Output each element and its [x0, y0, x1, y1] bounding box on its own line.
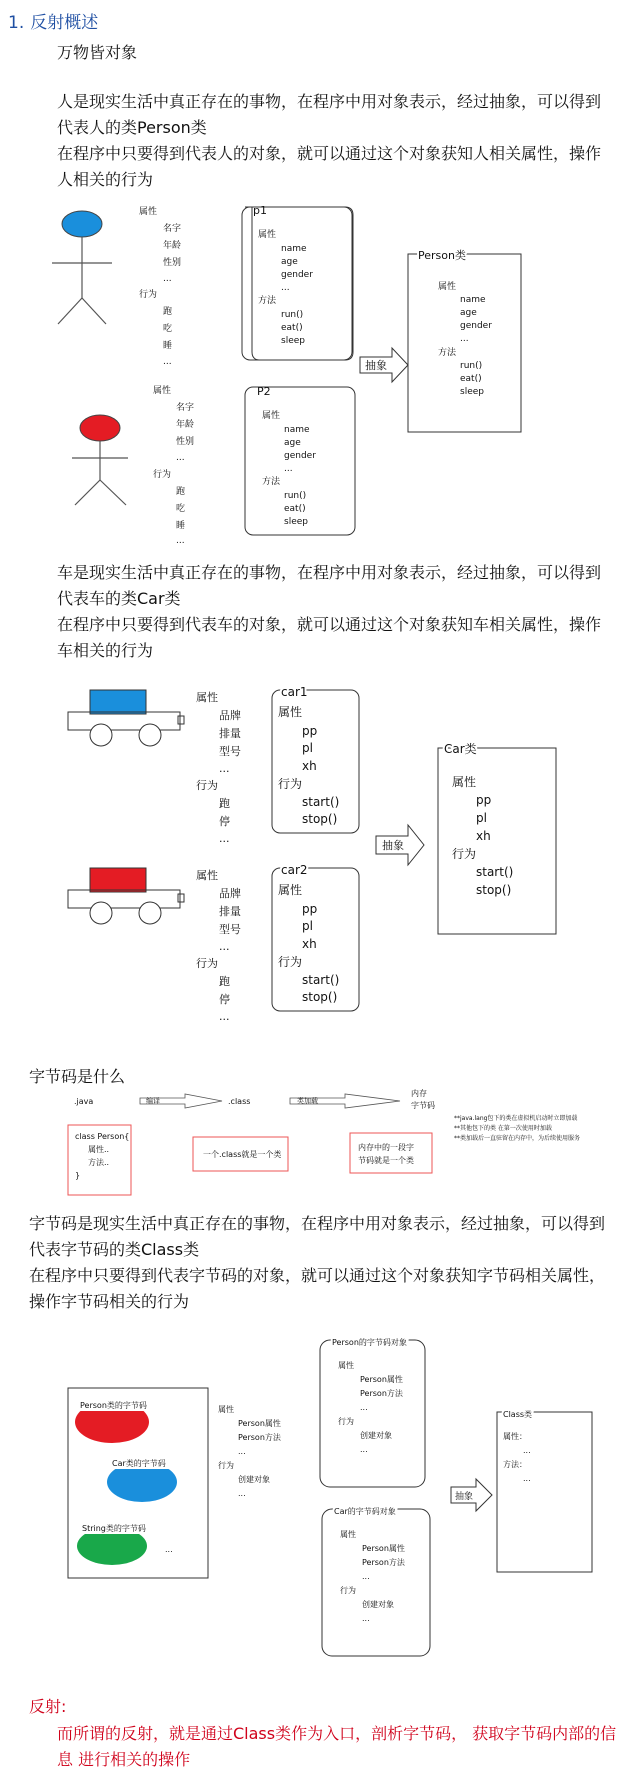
- car2-line: start(): [302, 973, 340, 987]
- p1-line: age: [281, 257, 298, 267]
- cobj-line: 属性: [340, 1530, 356, 1539]
- clabel: 属性: [196, 869, 218, 882]
- person-obj-title: Person的字节码对象: [332, 1338, 407, 1347]
- pobj-line: Person方法: [360, 1389, 403, 1398]
- car2-line: xh: [302, 937, 317, 951]
- plabel: 行为: [153, 470, 172, 480]
- person-line: 代表人的类Person类: [57, 118, 207, 137]
- cobj-line: ...: [362, 1614, 370, 1623]
- cobj-line: Person属性: [362, 1544, 405, 1553]
- code-line: 属性..: [88, 1145, 110, 1154]
- plabel: 行为: [139, 290, 158, 300]
- bytecode-label: 字节码: [411, 1101, 435, 1110]
- car-obj-title: Car的字节码对象: [334, 1507, 396, 1516]
- plabel: ...: [163, 357, 172, 367]
- car1-line: 属性: [278, 705, 303, 719]
- pobj-line: 属性: [338, 1361, 354, 1370]
- car1-line: stop(): [302, 812, 338, 826]
- clabel: 排量: [219, 905, 241, 918]
- mid-label: 行为: [218, 1461, 234, 1470]
- car2-line: 属性: [278, 883, 303, 897]
- clabel: 行为: [196, 779, 218, 792]
- clabel: 品牌: [219, 887, 241, 900]
- carcls-line: start(): [476, 865, 514, 879]
- plabel: 吃: [163, 324, 173, 334]
- clabel: 停: [219, 815, 230, 828]
- p2-line: 方法: [262, 477, 281, 487]
- person-class-title: Person类: [418, 249, 466, 262]
- load-label: 类加载: [297, 1097, 318, 1105]
- bytecode-line: 代表字节码的类Class类: [29, 1240, 200, 1259]
- car2-line: stop(): [302, 990, 338, 1004]
- classcls-line: 属性：: [503, 1432, 527, 1441]
- clabel: ...: [219, 1010, 230, 1023]
- pobj-line: ...: [360, 1403, 368, 1412]
- classcls-line: 方法：: [503, 1460, 527, 1469]
- p2-line: name: [284, 425, 310, 435]
- clabel: 属性: [196, 691, 218, 704]
- clabel: ...: [219, 940, 230, 953]
- plabel: 睡: [176, 521, 186, 531]
- plabel: 性别: [176, 437, 195, 447]
- p1-line: eat(): [281, 323, 303, 333]
- mid-label: 创建对象: [238, 1475, 270, 1484]
- p1-line: name: [281, 244, 307, 254]
- blob-label: Car类的字节码: [112, 1459, 166, 1468]
- reflection-line: 而所谓的反射，就是通过Class类作为入口，剖析字节码， 获取字节码内部的信: [57, 1724, 617, 1743]
- plabel: 名字: [176, 403, 195, 413]
- note-line: **类加载后一直驻留在内存中，为后续使用服务: [454, 1135, 581, 1142]
- cobj-line: ...: [362, 1572, 370, 1581]
- mid-label: Person方法: [238, 1433, 281, 1442]
- car2-line: 行为: [278, 955, 303, 969]
- p1-line: ...: [281, 283, 290, 293]
- car-line: 代表车的类Car类: [57, 589, 181, 608]
- pobj-line: 创建对象: [360, 1431, 392, 1440]
- class-arrow-label: 抽象: [455, 1492, 474, 1502]
- car1-line: pl: [302, 741, 313, 755]
- note-line: **java.lang包下的类在虚拟机启动时立即加载: [454, 1115, 578, 1122]
- cobj-line: Person方法: [362, 1558, 405, 1567]
- car1-line: start(): [302, 795, 340, 809]
- cls-line: 属性: [438, 282, 457, 292]
- cls-line: 方法: [438, 348, 457, 358]
- bytecode-line: 在程序中只要得到代表字节码的对象，就可以通过这个对象获知字节码相关属性，: [29, 1266, 606, 1285]
- pobj-line: Person属性: [360, 1375, 403, 1384]
- clabel: 跑: [219, 975, 230, 988]
- person-line: 人是现实生活中真正存在的事物，在程序中用对象表示，经过抽象，可以得到: [57, 92, 602, 111]
- code-line: 方法..: [88, 1158, 110, 1167]
- cls-line: eat(): [460, 374, 482, 384]
- section-title: 反射概述: [30, 13, 99, 33]
- note-line: **其他包下的类 在第一次使用时加载: [454, 1125, 552, 1132]
- p1-line: sleep: [281, 336, 305, 346]
- p2-line: age: [284, 438, 301, 448]
- reflection-paragraph: [57, 1721, 616, 1773]
- p1-line: 方法: [258, 296, 277, 306]
- classcls-line: ...: [523, 1474, 531, 1483]
- car1-line: pp: [302, 724, 318, 738]
- java-label: .java: [74, 1097, 94, 1106]
- car1-line: xh: [302, 759, 317, 773]
- blob-label: String类的字节码: [82, 1524, 146, 1533]
- mid-label: ...: [238, 1489, 246, 1498]
- car-bytecode-object-box: [322, 1509, 430, 1656]
- bytecode-line: 操作字节码相关的行为: [29, 1292, 190, 1311]
- car1-title: car1: [281, 685, 308, 699]
- bytecode-line: 字节码是现实生活中真正存在的事物，在程序中用对象表示，经过抽象，可以得到: [29, 1214, 606, 1233]
- mid-label: 属性: [218, 1405, 234, 1414]
- pobj-line: ...: [360, 1445, 368, 1454]
- person-line: 在程序中只要得到代表人的对象，就可以通过这个对象获知人相关属性，操作: [57, 144, 602, 163]
- class-class-title: Class类: [503, 1410, 533, 1419]
- cls-line: ...: [460, 334, 469, 344]
- carcls-line: pl: [476, 811, 487, 825]
- plabel: ...: [176, 453, 185, 463]
- section-number: 1.: [8, 13, 25, 33]
- carcls-line: xh: [476, 829, 491, 843]
- p2-line: 属性: [262, 411, 281, 421]
- p1-line: run(): [281, 310, 304, 320]
- mid-label: ...: [238, 1447, 246, 1456]
- person-bytecode-object-box: [320, 1340, 425, 1487]
- memory-box-line: 内存中的一段字: [358, 1143, 414, 1152]
- p2-line: gender: [284, 451, 316, 461]
- p1-title: p1: [253, 204, 267, 217]
- mid-label: Person属性: [238, 1419, 281, 1428]
- bytecode-heading: 字节码是什么: [29, 1067, 126, 1086]
- p2-line: ...: [284, 464, 293, 474]
- blob-label: Person类的字节码: [80, 1401, 147, 1410]
- p2-title: P2: [257, 385, 271, 398]
- clabel: 跑: [219, 797, 230, 810]
- p1-line: 属性: [258, 230, 277, 240]
- clabel: ...: [219, 832, 230, 845]
- code-line: }: [75, 1171, 81, 1180]
- plabel: 吃: [176, 504, 186, 514]
- car1-line: 行为: [278, 777, 303, 791]
- plabel: 跑: [163, 307, 173, 317]
- class-label: .class: [228, 1097, 251, 1106]
- car2-line: pp: [302, 902, 318, 916]
- code-line: class Person{: [75, 1132, 130, 1141]
- clabel: 排量: [219, 727, 241, 740]
- carcls-line: stop(): [476, 883, 512, 897]
- compile-label: 编译: [146, 1097, 160, 1105]
- blob-label: ...: [165, 1545, 173, 1554]
- carcls-line: 属性: [452, 775, 477, 789]
- plabel: 属性: [139, 207, 158, 217]
- plabel: 年龄: [163, 241, 182, 251]
- clabel: 行为: [196, 957, 218, 970]
- person-line: 人相关的行为: [57, 170, 154, 189]
- plabel: 名字: [163, 224, 182, 234]
- plabel: 年龄: [176, 420, 195, 430]
- clabel: 品牌: [219, 709, 241, 722]
- carcls-line: 行为: [452, 847, 477, 861]
- subtitle: 万物皆对象: [57, 43, 138, 62]
- cls-line: gender: [460, 321, 492, 331]
- car2-line: pl: [302, 919, 313, 933]
- clabel: 停: [219, 993, 230, 1006]
- plabel: ...: [176, 536, 185, 546]
- plabel: 性别: [163, 258, 182, 268]
- class-box-text: 一个.class就是一个类: [203, 1150, 282, 1159]
- car-arrow-label: 抽象: [382, 839, 404, 852]
- reflection-title: 反射:: [29, 1697, 67, 1716]
- cls-line: name: [460, 295, 486, 305]
- plabel: 跑: [176, 487, 186, 497]
- carcls-line: pp: [476, 793, 492, 807]
- plabel: 睡: [163, 341, 173, 351]
- cls-line: age: [460, 308, 477, 318]
- cls-line: run(): [460, 361, 483, 371]
- cobj-line: 行为: [340, 1586, 356, 1595]
- classcls-line: ...: [523, 1446, 531, 1455]
- cobj-line: 创建对象: [362, 1600, 394, 1609]
- p2-line: run(): [284, 491, 307, 501]
- memory-box-line: 节码就是一个类: [358, 1156, 414, 1165]
- reflection-line: 息 进行相关的操作: [57, 1750, 191, 1769]
- clabel: ...: [219, 762, 230, 775]
- person-arrow-label: 抽象: [365, 359, 387, 372]
- clabel: 型号: [219, 923, 241, 936]
- plabel: 属性: [153, 386, 172, 396]
- cls-line: sleep: [460, 387, 484, 397]
- clabel: 型号: [219, 745, 241, 758]
- p1-line: gender: [281, 270, 313, 280]
- car-line: 车是现实生活中真正存在的事物，在程序中用对象表示，经过抽象，可以得到: [57, 563, 602, 582]
- plabel: ...: [163, 274, 172, 284]
- memory-label: 内存: [411, 1089, 427, 1098]
- p2-line: sleep: [284, 517, 308, 527]
- car-line: 车相关的行为: [57, 641, 154, 660]
- car2-title: car2: [281, 863, 308, 877]
- pobj-line: 行为: [338, 1417, 354, 1426]
- car-line: 在程序中只要得到代表车的对象，就可以通过这个对象获知车相关属性，操作: [57, 615, 602, 634]
- p2-line: eat(): [284, 504, 306, 514]
- car-class-title: Car类: [444, 742, 477, 756]
